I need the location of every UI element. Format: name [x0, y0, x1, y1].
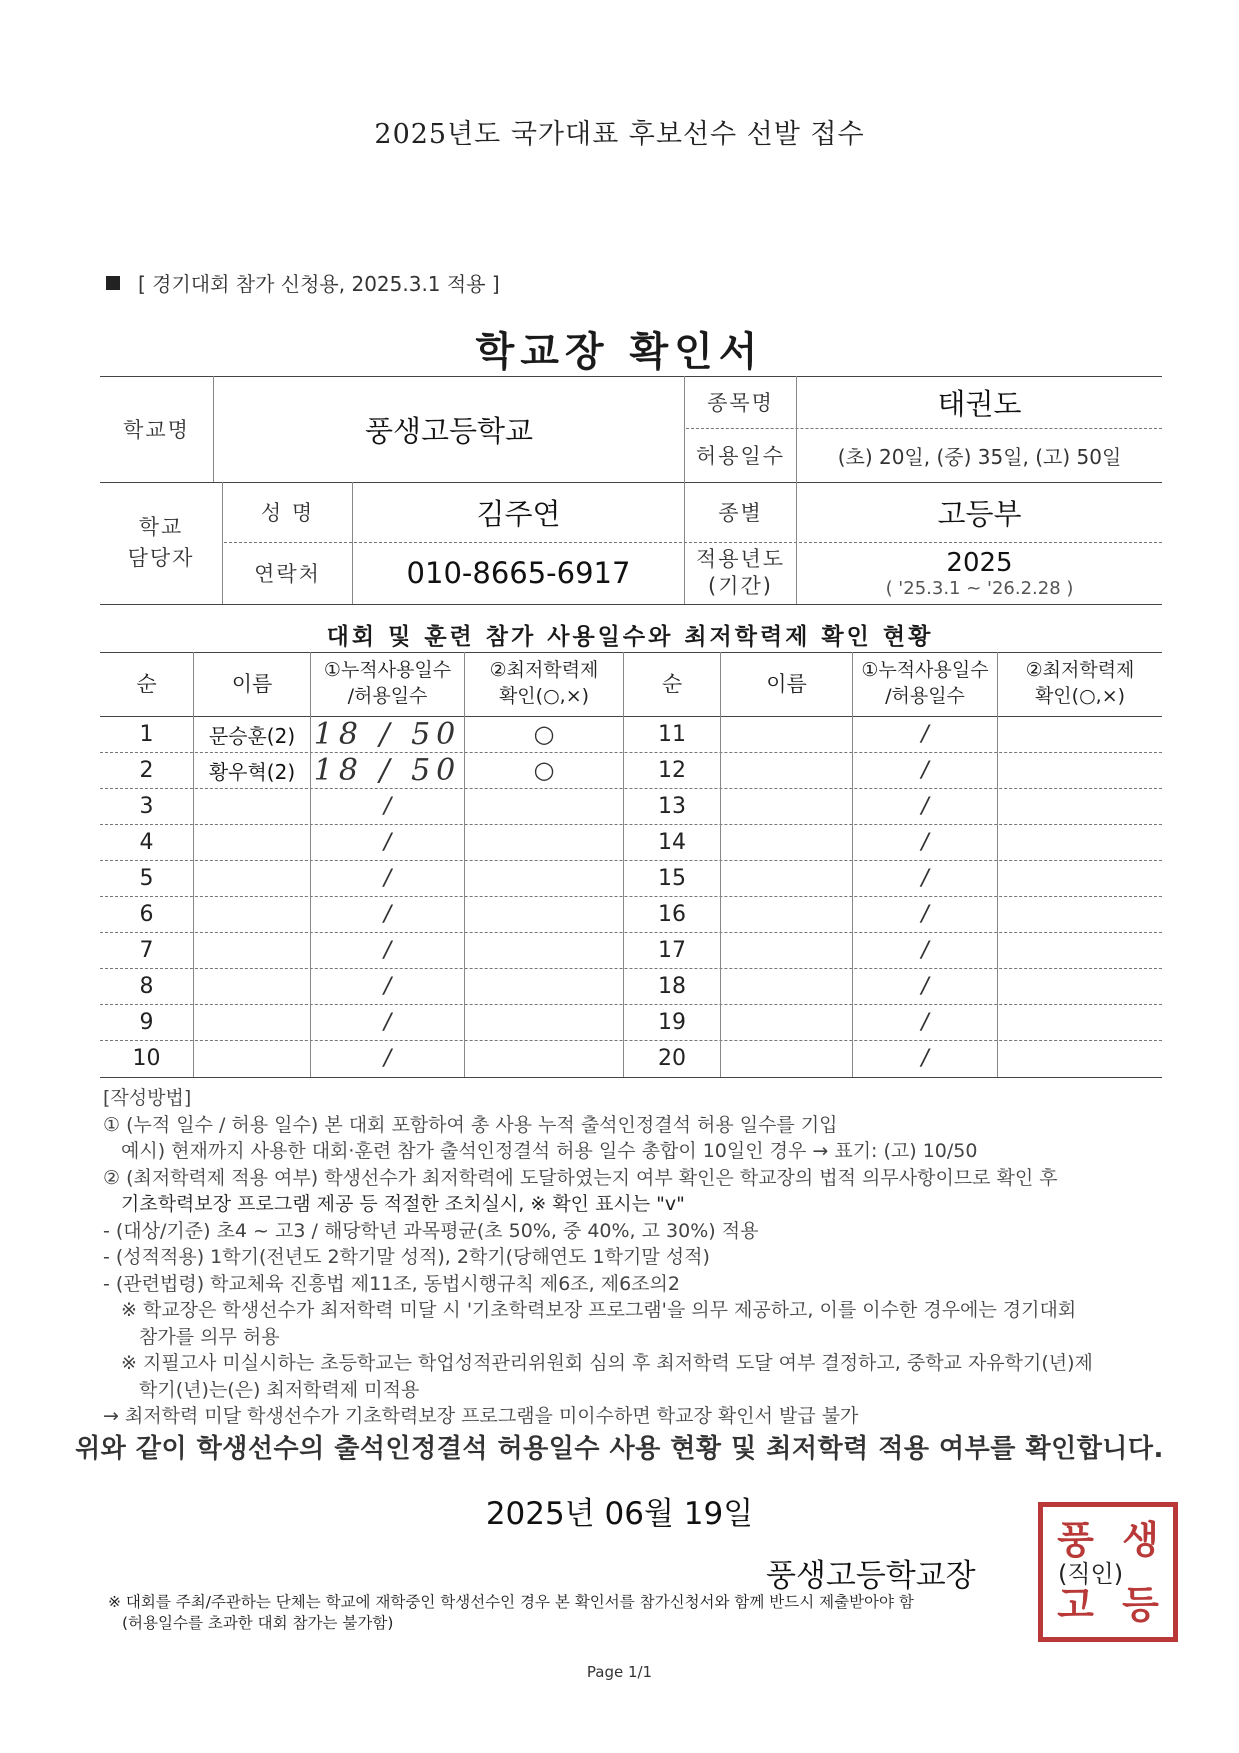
- footer-note-line: ※ 대회를 주최/주관하는 단체는 학교에 재학중인 학생선수인 경우 본 확인서를 참가신청서와 함께 반드시 제출받아야 함: [108, 1593, 914, 1611]
- row-days: /: [921, 865, 929, 891]
- seal-character: 고: [1057, 1582, 1094, 1627]
- footer-note-line: (허용일수를 초과한 대회 참가는 불가함): [122, 1614, 394, 1632]
- school-name: 풍생고등학교: [364, 413, 534, 448]
- row-number: 1: [139, 721, 154, 747]
- issue-date: 2025년 06월 19일: [485, 1496, 754, 1532]
- row-days: /: [383, 1009, 392, 1035]
- school-label: 학교명: [123, 418, 190, 442]
- row-days: /: [383, 1046, 392, 1071]
- row-name: 황우혁(2): [208, 759, 296, 784]
- allowed-days-label: 허용일수: [695, 444, 786, 468]
- manager-label: 학교 담당자: [127, 514, 195, 570]
- row-days: /: [921, 829, 929, 855]
- instruction-line: ② (최저학력제 적용 여부) 학생선수가 최저학력에 도달하였는지 여부 확인은 학교장의 법적 의무사항이므로 확인 후: [103, 1166, 1058, 1189]
- seal-character: 풍: [1057, 1517, 1094, 1562]
- subtitle-text: [ 경기대회 참가 신청용, 2025.3.1 적용 ]: [138, 272, 500, 296]
- grid-line: [100, 604, 1162, 605]
- row-number: 8: [139, 973, 154, 999]
- row-number: 3: [139, 793, 154, 819]
- year-value: 2025: [946, 547, 1013, 578]
- manager-name: 김주연: [476, 496, 561, 531]
- row-days: 18 / 50: [313, 752, 462, 788]
- row-number: 19: [658, 1009, 686, 1035]
- row-days: /: [921, 757, 929, 783]
- year-period: ( '25.3.1 ~ '26.2.28 ): [885, 577, 1074, 599]
- row-days: /: [383, 829, 392, 855]
- instruction-line: 기초학력보장 프로그램 제공 등 적절한 조치실시, ※ 확인 표시는 "v": [121, 1193, 685, 1215]
- row-days: 18 / 50: [313, 716, 462, 752]
- page-number: Page 1/1: [586, 1663, 653, 1681]
- instruction-line: 참가를 의무 허용: [139, 1325, 280, 1348]
- row-days: /: [383, 937, 392, 963]
- column-header-no: 순: [136, 671, 157, 696]
- footer-note: [108, 1592, 1138, 1634]
- sport-name: 태권도: [937, 386, 1022, 421]
- row-number: 13: [658, 793, 686, 819]
- row-number: 2: [139, 757, 154, 783]
- row-min-check: ○: [533, 720, 555, 748]
- row-number: 16: [658, 901, 686, 927]
- instructions-heading: [작성방법]: [103, 1087, 192, 1109]
- row-days: /: [921, 937, 929, 963]
- contact-label: 연락처: [254, 562, 321, 586]
- subtitle: [106, 268, 500, 297]
- instruction-line: 학기(년)는(은) 최저학력제 미적용: [139, 1378, 420, 1401]
- column-header-min: ②최저학력제 확인(○,×): [1025, 659, 1135, 707]
- principal-name: 풍생고등학교장: [766, 1558, 976, 1594]
- row-number: 4: [139, 829, 154, 855]
- instructions: [103, 1085, 1163, 1430]
- row-min-check: ○: [533, 756, 555, 784]
- row-number: 5: [139, 865, 154, 891]
- division-label: 종별: [718, 501, 763, 525]
- year-block: [797, 542, 1162, 604]
- row-days: /: [921, 973, 929, 999]
- row-number: 20: [658, 1046, 686, 1071]
- column-header-min: ②최저학력제 확인(○,×): [489, 659, 599, 707]
- row-number: 7: [139, 937, 154, 963]
- instruction-line: ※ 학교장은 학생선수가 최저학력 미달 시 '기초학력보장 프로그램'을 의무 제공하고, 이를 이수한 경우에는 경기대회: [121, 1299, 1077, 1321]
- section-title: 대회 및 훈련 참가 사용일수와 최저학력제 확인 현황: [326, 624, 934, 650]
- document-title: 학교장 확인서: [475, 329, 764, 375]
- row-number: 14: [658, 829, 686, 855]
- instruction-line: → 최저학력 미달 학생선수가 기초학력보장 프로그램을 미이수하면 학교장 확인서 발급 불가: [103, 1405, 859, 1427]
- contact-value: 010-8665-6917: [406, 556, 631, 590]
- column-header-no: 순: [661, 671, 683, 696]
- row-days: /: [383, 901, 392, 927]
- instruction-line: - (성적적용) 1학기(전년도 2학기말 성적), 2학기(당해연도 1학기말 성적): [103, 1246, 710, 1268]
- name-label: 성 명: [260, 501, 315, 525]
- column-header-name: 이름: [231, 671, 273, 696]
- instruction-line: - (대상/기준) 초4 ~ 고3 / 해당학년 과목평균(초 50%, 중 40%, 고 30%) 적용: [103, 1219, 759, 1242]
- column-header-name: 이름: [766, 671, 807, 696]
- row-days: /: [921, 1009, 929, 1035]
- seal-character: 생: [1122, 1517, 1159, 1562]
- allowed-days-value: (초) 20일, (중) 35일, (고) 50일: [837, 444, 1122, 469]
- row-number: 12: [658, 757, 686, 783]
- square-bullet-icon: [106, 276, 120, 290]
- row-number: 9: [139, 1009, 154, 1035]
- row-number: 6: [139, 901, 154, 927]
- row-number: 11: [658, 721, 686, 747]
- row-number: 10: [132, 1046, 161, 1071]
- division-value: 고등부: [937, 496, 1022, 531]
- row-days: /: [383, 865, 392, 891]
- grid-line: [100, 1077, 1162, 1078]
- confirmation-statement: 위와 같이 학생선수의 출석인정결석 허용일수 사용 현황 및 최저학력 적용 여부를 확인합니다.: [75, 1434, 1164, 1464]
- row-days: /: [921, 793, 929, 819]
- row-days: /: [921, 721, 929, 747]
- row-days: /: [921, 1046, 929, 1071]
- row-days: /: [921, 901, 929, 927]
- instruction-line: ※ 지필고사 미실시하는 초등학교는 학업성적관리위원회 심의 후 최저학력 도달 여부 결정하고, 중학교 자유학기(년)제: [121, 1352, 1093, 1374]
- sport-label: 종목명: [707, 391, 774, 415]
- row-number: 17: [658, 937, 686, 963]
- instruction-line: ① (누적 일수 / 허용 일수) 본 대회 포함하여 총 사용 누적 출석인정결석 허용 일수를 기입: [103, 1113, 838, 1136]
- row-name: 문승훈(2): [208, 723, 296, 748]
- column-header-days: ①누적사용일수 /허용일수: [323, 659, 452, 707]
- row-days: /: [383, 973, 392, 999]
- row-days: /: [383, 793, 392, 819]
- top-title: 2025년도 국가대표 후보선수 선발 접수: [374, 119, 865, 150]
- year-label: 적용년도 (기간): [695, 546, 786, 598]
- seal-character: 등: [1122, 1582, 1159, 1627]
- row-number: 15: [658, 865, 686, 891]
- row-number: 18: [658, 973, 686, 999]
- instruction-line: 예시) 현재까지 사용한 대회·훈련 참가 출석인정결석 허용 일수 총합이 10일인 경우 → 표기: (고) 10/50: [121, 1140, 978, 1162]
- column-header-days: ①누적사용일수 /허용일수: [861, 659, 989, 707]
- seal-mark: (직인): [1058, 1560, 1124, 1588]
- instruction-line: - (관련법령) 학교체육 진흥법 제11조, 동법시행규칙 제6조, 제6조의2: [103, 1272, 680, 1295]
